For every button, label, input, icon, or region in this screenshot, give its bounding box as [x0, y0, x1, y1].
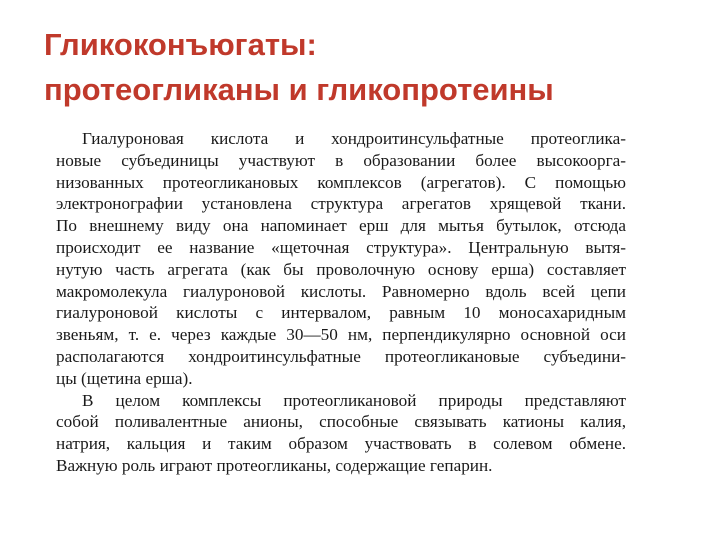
text-line: нутую часть агрегата (как бы проволочную основу ерша) составляет: [56, 259, 626, 279]
text-line: Гиалуроновая кислота и хондроитинсульфатные протеоглика-: [82, 129, 626, 148]
scanned-text-excerpt: [56, 128, 626, 477]
text-line: электронографии установлена структура агрегатов хрящевой ткани.: [56, 194, 626, 214]
text-line: новые субъединицы участвуют в образовании более высокоорга-: [56, 150, 626, 170]
text-line: макромолекула гиалуроновой кислоты. Равномерно вдоль всей цепи: [56, 281, 626, 301]
text-line: По внешнему виду она напоминает ерш для мытья бутылок, отсюда: [56, 216, 626, 236]
text-line: низованных протеогликановых комплексов (агрегатов). С помощью: [56, 172, 626, 192]
title-line-2: протеогликаны и гликопротеины: [44, 72, 554, 107]
text-line: гиалуроновой кислоты с интервалом, равным 10 моносахаридным: [56, 303, 626, 323]
text-line: натрия, кальция и таким образом участвовать в солевом обмене.: [56, 434, 626, 454]
text-line: звеньям, т. е. через каждые 30—50 нм, перпендикулярно основной оси: [56, 325, 626, 345]
title-line-1: Гликоконъюгаты:: [44, 27, 317, 62]
text-line: происходит ее название «щеточная структура». Центральную вытя-: [56, 237, 626, 257]
slide-title: [44, 22, 684, 112]
text-line: Важную роль играют протеогликаны, содержащие гепарин.: [56, 455, 493, 475]
text-line: собой поливалентные анионы, способные связывать катионы калия,: [56, 412, 626, 432]
text-line: В целом комплексы протеогликановой природы представляют: [82, 390, 626, 410]
text-line: цы (щетина ерша).: [56, 368, 193, 388]
text-line: располагаются хондроитинсульфатные протеогликановые субъедини-: [56, 346, 626, 366]
